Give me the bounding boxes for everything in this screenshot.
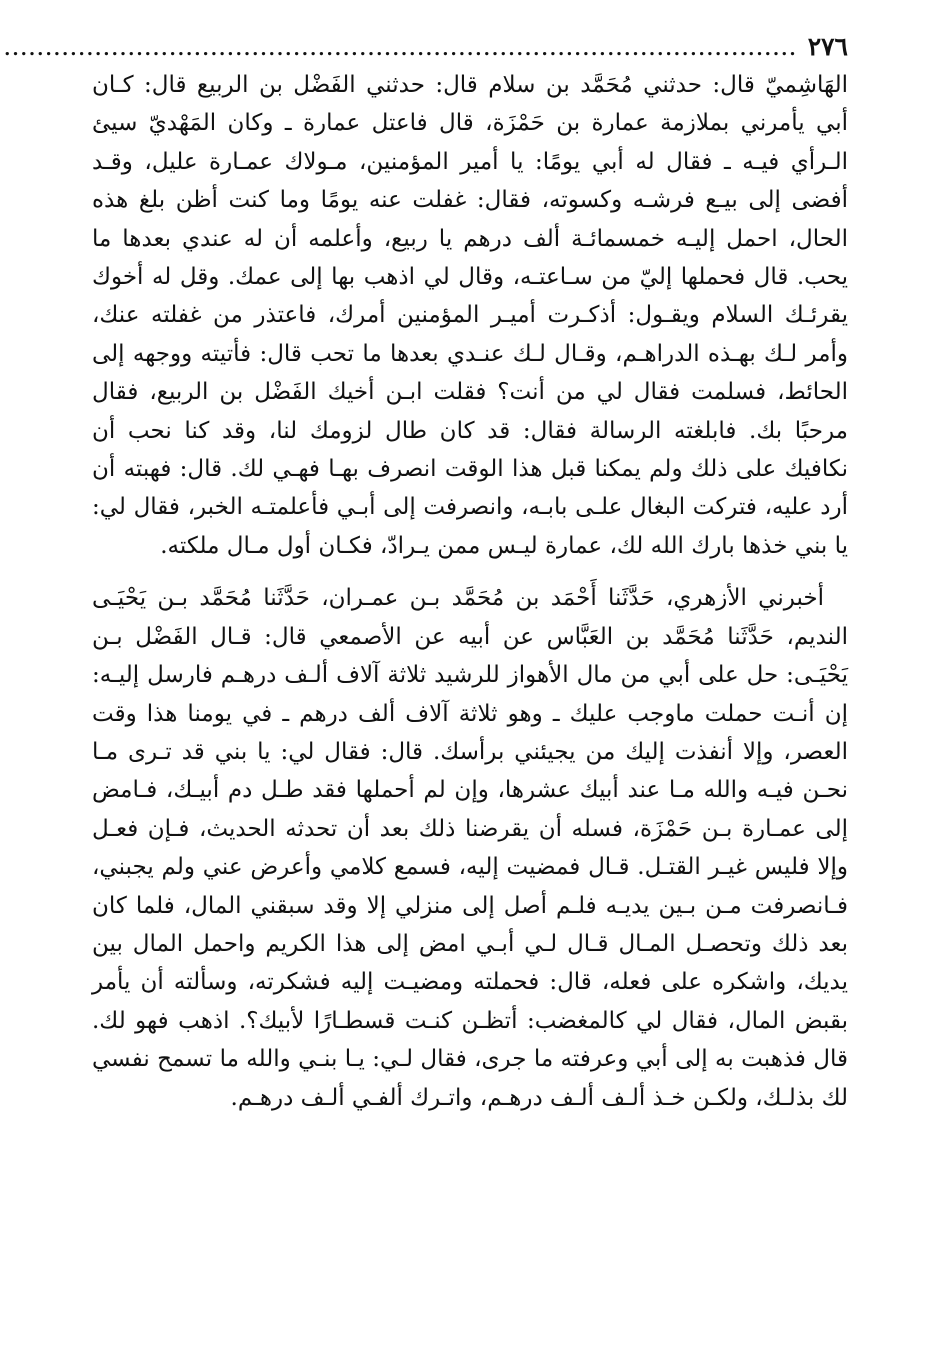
running-header	[4, 30, 848, 66]
paragraph-2: أخبرني الأزهري، حَدَّثَنا أَحْمَد بن مُحَمَّد بـن عمـران، حَدَّثَنا مُحَمَّد بـن يَحْيَـى النديم، حَدَّثَنا مُحَمَّد بن العَبَّاس عن أبيه عن الأصمعي قال: قـال الفَضْل بـن يَحْيَـى: حل على أبي من مال الأهواز للرشيد ثلاثة آلاف ألـف درهـم فارسل إليـه: إن أنـت حملت ماوجب عليك ـ وهو ثلاثة آلاف ألف درهم ـ في يومنا هذا وقت العصر، وإلا أنفذت إليك من يجيئني برأسك. قال: فقال لي: يا بني قد تـرى مـا نحـن فيـه والله مـا عند أبيك عشرها، وإن لم أحملها فقد طـل دم أبيـك، فـامض إلى عمـارة بـن حَمْزَة، فسله أن يقرضنا ذلك بعد أن تحدثه الحديث، فـإن فعـل وإلا فليس غيـر القتـل. قـال فمضيت إليه، فسمع كلامي وأعرض عني ولم يجبني، فـانصرفت مـن بـين يديـه فلـم أصل إلى منزلي إلا وقد سبقني المال، فلما كان بعد ذلك وتحصـل المـال قـال لـي أبـي امض إلى هذا الكريم واحمل المال بين يديك، واشكره على فعله، قال: فحملته ومضيـت إليه فشكرته، وسألته أن يأمر بقبض المال، فقال لي كالمغضب: أتظـن كنـت قسطـارًا لأبيك؟. اذهب فهو لك. قال فذهبت به إلى أبي وعرفته ما جرى، فقال لـي: يـا بنـي والله ما تسمح نفسي لك بذلـك، ولكـن خـذ ألـف ألـف درهـم، واتـرك ألفـي ألـف درهـم.	[92, 585, 848, 1111]
text-body	[92, 66, 848, 1117]
page-number: ٢٧٦	[807, 32, 848, 61]
header-leader-dots: ................................................................................................	[4, 39, 798, 60]
paragraph-1: الهَاشِميّ قال: حدثني مُحَمَّد بن سلام قال: حدثني الفَضْل بن الربيع قال: كـان أبي يأمرني بملازمة عمارة بن حَمْزَة، قال فاعتل عمارة ـ وكان المَهْديّ سيئ الـرأي فيـه ـ فقال له أبي يومًا: يا أمير المؤمنين، مـولاك عمـارة عليل، وقـد أفضى إلى بيـع فرشـه وكسوته، فقال: غفلت عنه يومًا وما كنت أظن بلغ هذه الحال، احمل إليـه خمسمائـة ألف درهم يا ربيع، وأعلمه أن له عندي بعدها ما يحب. قال فحملها إليّ من سـاعتـه، وقال لي اذهب بها إلى عمك. وقل له أخوك يقرئـك السلام ويقـول: أذكـرت أميـر المؤمنين أمرك، فاعتذر من غفلته عنك، وأمر لـك بهـذه الدراهـم، وقـال لـك عنـدي بعدها ما تحب قال: فأتيته ووجهه إلى الحائط، فسلمت فقال لي من أنت؟ فقلت ابـن أخيك الفَضْل بن الربيع، فقال مرحبًا بك. فابلغته الرسالة فقال: قد كان طال لزومك لنا، وقد كنا نحب أن نكافيك على ذلك ولم يمكنا قبل هذا الوقت انصرف بهـا فهـي لك. قال: فهبته أن أرد عليه، فتركت البغال علـى بابـه، وانصرفت إلى أبـي فأعلمتـه الخبر، فقال لي: يا بني خذها بارك الله لك، عمارة ليـس ممن يـرادّ، فكـان أول مـال ملكته.	[92, 72, 848, 559]
